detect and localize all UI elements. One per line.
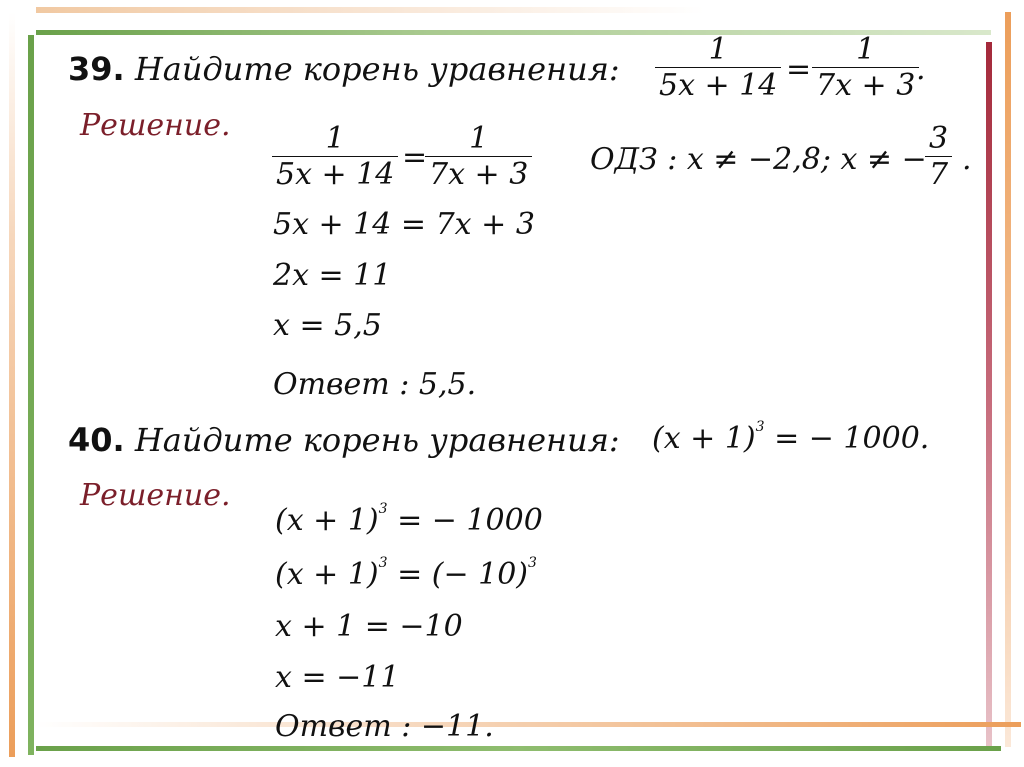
- left-border-green: [28, 35, 34, 755]
- equation-base: (x + 1): [652, 421, 756, 456]
- fraction-numerator: 1: [469, 121, 489, 156]
- step-power: 3: [378, 501, 388, 517]
- equals-sign: =: [786, 52, 812, 87]
- solution-40-step-3: x + 1 = −10: [275, 609, 463, 644]
- period: .: [916, 52, 926, 87]
- problem-39-statement: Найдите корень уравнения:: [124, 50, 620, 88]
- solution-39-step-3: x = 5,5: [273, 308, 382, 343]
- top-border-orange: [36, 7, 991, 13]
- problem-40-number: 40.: [68, 421, 125, 459]
- bottom-border-orange: [36, 722, 1021, 727]
- fraction-denominator: 7x + 3: [812, 67, 919, 104]
- step-base: (x + 1): [275, 503, 379, 538]
- problem-39-left-fraction: [655, 33, 781, 104]
- problem-40-statement: Найдите корень уравнения:: [124, 421, 620, 459]
- fraction-numerator: 3: [929, 121, 949, 156]
- bottom-border-green: [36, 746, 1001, 751]
- equals-sign: =: [402, 140, 428, 175]
- step-rest: = (− 10): [387, 557, 529, 592]
- solution-39-step-1: 5x + 14 = 7x + 3: [273, 207, 535, 242]
- solution-40-answer: Ответ : −11.: [275, 709, 494, 744]
- fraction-numerator: 1: [708, 32, 728, 67]
- equation-power: 3: [755, 419, 765, 435]
- fraction-denominator: 5x + 14: [655, 67, 781, 104]
- problem-39-right-fraction: [812, 33, 919, 104]
- odz-condition: ОДЗ : x ≠ −2,8; x ≠ −: [590, 142, 927, 177]
- solution-39-answer: Ответ : 5,5.: [273, 367, 477, 402]
- solution-40-label: Решение.: [80, 478, 231, 513]
- fraction-numerator: 1: [856, 32, 876, 67]
- right-border-red: [986, 42, 992, 748]
- solution-39-label: Решение.: [80, 108, 231, 143]
- problem-39-number: 39.: [68, 50, 125, 88]
- fraction-denominator: 5x + 14: [272, 156, 398, 193]
- equation-rest: = − 1000.: [764, 421, 930, 456]
- fraction-numerator: 1: [325, 121, 345, 156]
- solution-39-right-fraction: [425, 122, 532, 193]
- solution-39-left-fraction: [272, 122, 398, 193]
- left-border-orange: [9, 12, 15, 757]
- step-rest: = − 1000: [387, 503, 543, 538]
- solution-40-step-2: [275, 557, 537, 592]
- fraction-denominator: 7x + 3: [425, 156, 532, 193]
- odz-fraction: [925, 122, 952, 193]
- solution-40-step-4: x = −11: [275, 660, 400, 695]
- problem-40-heading: [68, 421, 620, 459]
- right-border-orange: [1005, 12, 1011, 747]
- problem-39-heading: [68, 50, 620, 88]
- step-base: (x + 1): [275, 557, 379, 592]
- fraction-denominator: 7: [925, 156, 952, 193]
- period: .: [962, 142, 972, 177]
- solution-39-step-2: 2x = 11: [273, 258, 392, 293]
- solution-40-step-1: [275, 503, 543, 538]
- step-power-2: 3: [528, 555, 537, 571]
- problem-40-equation: [652, 421, 929, 456]
- step-power: 3: [378, 555, 388, 571]
